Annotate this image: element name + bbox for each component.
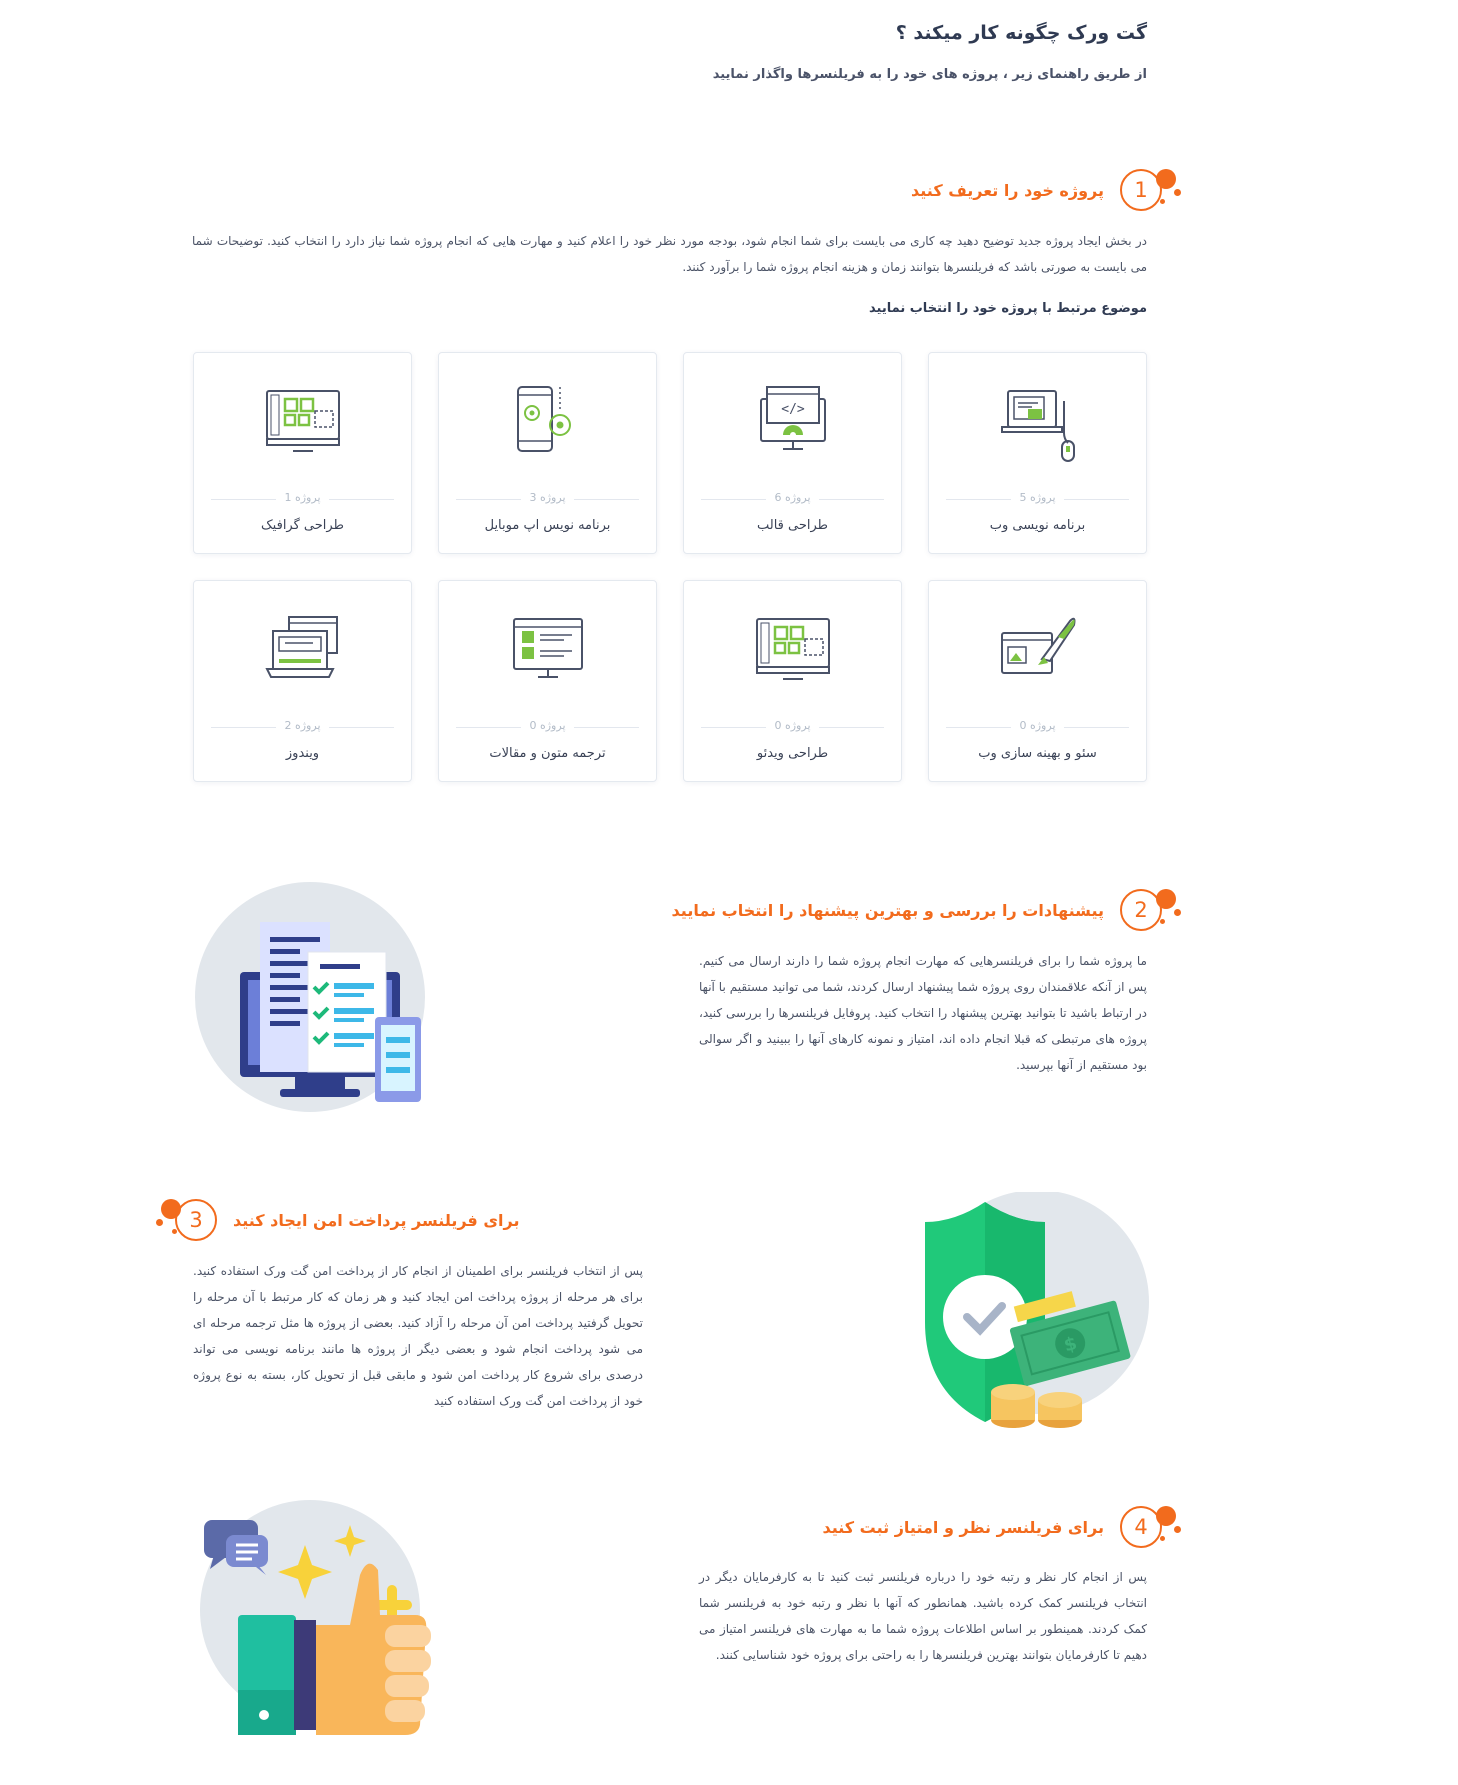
category-name: ویندوز xyxy=(285,746,320,761)
step-3-number-badge xyxy=(175,1199,217,1241)
project-count: 2 پروژه xyxy=(194,719,411,732)
proposals-illustration xyxy=(190,882,435,1122)
step-4-header xyxy=(822,1505,1162,1549)
seo-rocket-icon xyxy=(998,609,1078,699)
category-card-video-design[interactable] xyxy=(683,580,902,782)
web-programming-icon xyxy=(998,381,1078,471)
category-card-translation[interactable] xyxy=(438,580,657,782)
step-3-description: پس از انتخاب فریلنسر برای اطمینان از انجام کار از پرداخت امن گت ورک استفاده کنید. برای هر مرحله از پروژه پرداخت امن ایجاد کنید و هر زمان که کار مرتبط با آن مرحله را تحویل گرفتید پرداخت امن آن مرحله را آزاد کنید. بعضی از پروژه ها مثل ترجمه مرحله ای می شود پرداخت انجام شود و بعضی دیگر از پروژه ها مانند برنامه نویسی می تواند درصدی برای شروع کار پرداخت امن شود و مابقی قبل از تحویل کار، بسته به نوع پروژه خود از پرداخت امن گت ورک استفاده کنید xyxy=(193,1264,643,1408)
category-card-seo[interactable] xyxy=(928,580,1147,782)
step-2-number-badge xyxy=(1120,889,1162,931)
category-card-web-programming[interactable] xyxy=(928,352,1147,554)
project-count: 0 پروژه xyxy=(929,719,1146,732)
step-2-title: پیشنهادات را بررسی و بهترین پیشنهاد را انتخاب نمایید xyxy=(671,900,1104,920)
step-3-header xyxy=(175,1198,519,1242)
step-4-description: پس از انجام کار نظر و رتبه خود را درباره فریلنسر ثبت کنید تا به کارفرمایان دیگر در انتخاب فریلنسر کمک کرده باشید. همانطور که آنها با نظر و رتبه خود به فریلنسر شما کمک کردند. همینطور بر اساس اطلاعات پروژه شما ما به مهارت های فریلنسر امتیاز می دهیم تا کارفرمایان بتوانند بهترین فریلنسرها را به راحتی برای پروژه خود شناسایی کنند. xyxy=(699,1570,1147,1662)
step-2-number: 2 xyxy=(1134,898,1148,922)
mobile-app-icon xyxy=(508,381,588,471)
project-count: 0 پروژه xyxy=(684,719,901,732)
rating-thumbs-up-illustration xyxy=(200,1495,440,1745)
project-count: 1 پروژه xyxy=(194,491,411,504)
svg-text:$: $ xyxy=(1061,1332,1080,1357)
project-count: 5 پروژه xyxy=(929,491,1146,504)
template-design-icon xyxy=(753,381,833,471)
category-name: ترجمه متون و مقالات xyxy=(489,746,606,761)
step-2-description: ما پروژه شما را برای فریلنسرهایی که مهارت انجام پروژه شما را دارند ارسال می کنیم. پس از آنکه علاقمندان روی پروژه شما پیشنهاد ارسال کردند، شما می توانید مستقیم با آنها در ارتباط باشید تا بتوانید بهترین پیشنهاد را انتخاب کنید. پروفایل فریلنسرها را بررسی کنید، پروژه های مرتبطی که قبلا انجام داده اند، امتیاز و نمونه کارهای آنها را ببینید و اگر سوالی بود مستقیم از آنها بپرسید. xyxy=(699,954,1147,1072)
project-count: 6 پروژه xyxy=(684,491,901,504)
secure-payment-illustration xyxy=(915,1192,1155,1432)
orange-dots-icon xyxy=(1154,889,1184,929)
orange-dots-icon xyxy=(1154,1506,1184,1546)
video-design-icon xyxy=(753,609,833,699)
step-1-number: 1 xyxy=(1134,178,1148,202)
category-card-template-design[interactable] xyxy=(683,352,902,554)
step-4-title: برای فریلنسر نظر و امتیاز ثبت کنید xyxy=(822,1517,1104,1537)
page-title: گت ورک چگونه کار میکند ؟ xyxy=(895,22,1147,44)
category-name: برنامه نویسی وب xyxy=(989,518,1086,533)
step-4-number-badge xyxy=(1120,1506,1162,1548)
page-subtitle: از طریق راهنمای زیر ، پروژه های خود را به فریلنسرها واگذار نمایید xyxy=(712,67,1147,82)
step-4-number: 4 xyxy=(1134,1515,1148,1539)
translation-icon xyxy=(508,609,588,699)
step-1-title: پروژه خود را تعریف کنید xyxy=(911,180,1104,200)
category-name: طراحی گرافیک xyxy=(261,518,344,533)
step-2-header xyxy=(672,888,1162,932)
orange-dots-icon xyxy=(1154,169,1184,209)
category-name: برنامه نویس اپ موبایل xyxy=(484,518,611,533)
category-name: طراحی ویدئو xyxy=(756,746,829,761)
category-name: سئو و بهینه سازی وب xyxy=(978,746,1097,761)
category-name: طراحی قالب xyxy=(756,518,829,533)
step-1-number-badge xyxy=(1120,169,1162,211)
project-count: 0 پروژه xyxy=(439,719,656,732)
orange-dots-icon xyxy=(153,1199,183,1239)
category-card-windows[interactable] xyxy=(193,580,412,782)
category-card-graphic-design[interactable] xyxy=(193,352,412,554)
windows-laptop-icon xyxy=(263,609,343,699)
project-count: 3 پروژه xyxy=(439,491,656,504)
step-1-header xyxy=(911,168,1162,212)
step-1-description: در بخش ایجاد پروژه جدید توضیح دهید چه کاری می بایست برای شما انجام شود، بودجه مورد نظر خود را اعلام کنید و مهارت هایی که انجام پروژه شما نیاز دارد را انتخاب کنید. توضیحات شما می بایست به صورتی باشد که فریلنسرها بتوانند زمان و هزینه انجام پروژه شما را برآورد کنند. xyxy=(192,234,1147,274)
step-3-number: 3 xyxy=(189,1208,203,1232)
svg-text:</>: </> xyxy=(780,402,805,417)
graphic-design-icon xyxy=(263,381,343,471)
step-3-title: برای فریلنسر پرداخت امن ایجاد کنید xyxy=(233,1210,520,1230)
category-card-mobile-app[interactable] xyxy=(438,352,657,554)
topic-section-title: موضوع مرتبط با پروژه خود را انتخاب نمایید xyxy=(869,301,1147,316)
